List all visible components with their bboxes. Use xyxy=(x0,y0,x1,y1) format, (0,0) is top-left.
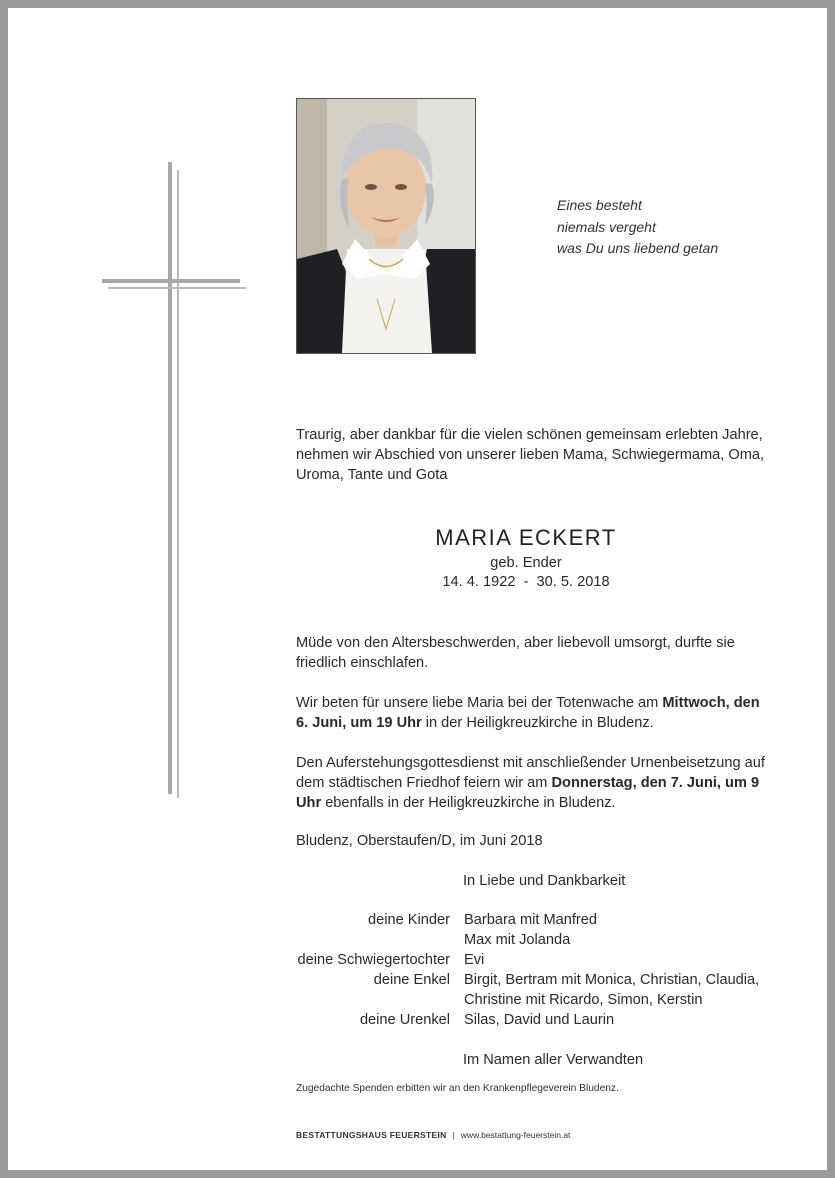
mourner-name: Evi xyxy=(464,952,485,968)
deceased-name: MARIA ECKERT xyxy=(435,525,617,550)
quote-line: niemals vergeht xyxy=(557,218,656,235)
paragraph-service xyxy=(296,753,766,813)
footer xyxy=(296,1130,570,1140)
mourner-group-great-grandchildren xyxy=(296,1010,759,1030)
quote-line: was Du uns liebend getan xyxy=(557,240,719,256)
website-link[interactable]: www.bestattung-feuerstein.at xyxy=(460,1130,571,1140)
mourner-name: Barbara mit Manfred xyxy=(464,912,598,928)
in-love-line: In Liebe und Dankbarkeit xyxy=(463,873,626,889)
paragraph-wake xyxy=(296,693,766,733)
relation-label: deine Enkel xyxy=(373,972,450,988)
relation-label: deine Kinder xyxy=(368,912,450,928)
mourner-name: Max mit Jolanda xyxy=(464,932,571,948)
funeral-home-name: BESTATTUNGSHAUS FEUERSTEIN xyxy=(296,1130,447,1140)
portrait-photo xyxy=(296,98,476,354)
mourner-group-children xyxy=(296,910,759,950)
service-text: Den Auferstehungsgottesdienst mit anschließender Urnenbeisetzung auf dem städtischen Friedhof feiern wir am xyxy=(296,755,765,791)
mourner-name: Christine mit Ricardo, Simon, Kerstin xyxy=(464,992,703,1008)
service-date: Donnerstag, den 7. Juni, um 9 Uhr xyxy=(296,775,760,811)
mourner-name: Silas, David und Laurin xyxy=(464,1012,615,1028)
mourner-group-grandchildren xyxy=(296,970,759,1010)
relation-label: deine Schwiegertochter xyxy=(297,952,450,968)
life-dates: 14. 4. 1922 - 30. 5. 2018 xyxy=(442,574,610,590)
cross-vertical-line xyxy=(177,170,179,798)
wake-date: Mittwoch, den 6. Juni, um 19 Uhr xyxy=(296,695,760,731)
cross-horizontal-line xyxy=(108,287,246,289)
mourner-name: Birgit, Bertram mit Monica, Christian, Claudia, xyxy=(464,972,760,988)
wake-location: in der Heiligkreuzkirche in Bludenz. xyxy=(421,715,654,731)
intro-paragraph: Traurig, aber dankbar für die vielen schönen gemeinsam erlebten Jahre, nehmen wir Abschied von unserer lieben Mama, Schwiegermama, Oma, Uroma, Tante und Gota xyxy=(296,427,765,483)
wake-text: Wir beten für unsere liebe Maria bei der Totenwache am xyxy=(296,695,663,711)
donation-note: Zugedachte Spenden erbitten wir an den Krankenpflegeverein Bludenz. xyxy=(296,1083,619,1094)
relation-label: deine Urenkel xyxy=(359,1012,450,1028)
service-location: ebenfalls in der Heiligkreuzkirche in Bludenz. xyxy=(321,795,616,811)
quote-line: Eines besteht xyxy=(557,197,642,213)
footer-separator: | xyxy=(452,1130,455,1140)
place-date: Bludenz, Oberstaufen/D, im Juni 2018 xyxy=(296,833,543,849)
mourners-list xyxy=(296,910,759,1030)
paragraph-passing: Müde von den Altersbeschwerden, aber liebevoll umsorgt, durfte sie friedlich einschlafen. xyxy=(296,635,735,671)
birth-name: geb. Ender xyxy=(490,555,562,571)
closing-line: Im Namen aller Verwandten xyxy=(463,1052,644,1068)
cross-horizontal-bar xyxy=(102,279,240,283)
cross-vertical-bar xyxy=(168,162,172,794)
memorial-quote xyxy=(557,195,718,260)
mourner-group-daughter-in-law xyxy=(296,950,759,970)
